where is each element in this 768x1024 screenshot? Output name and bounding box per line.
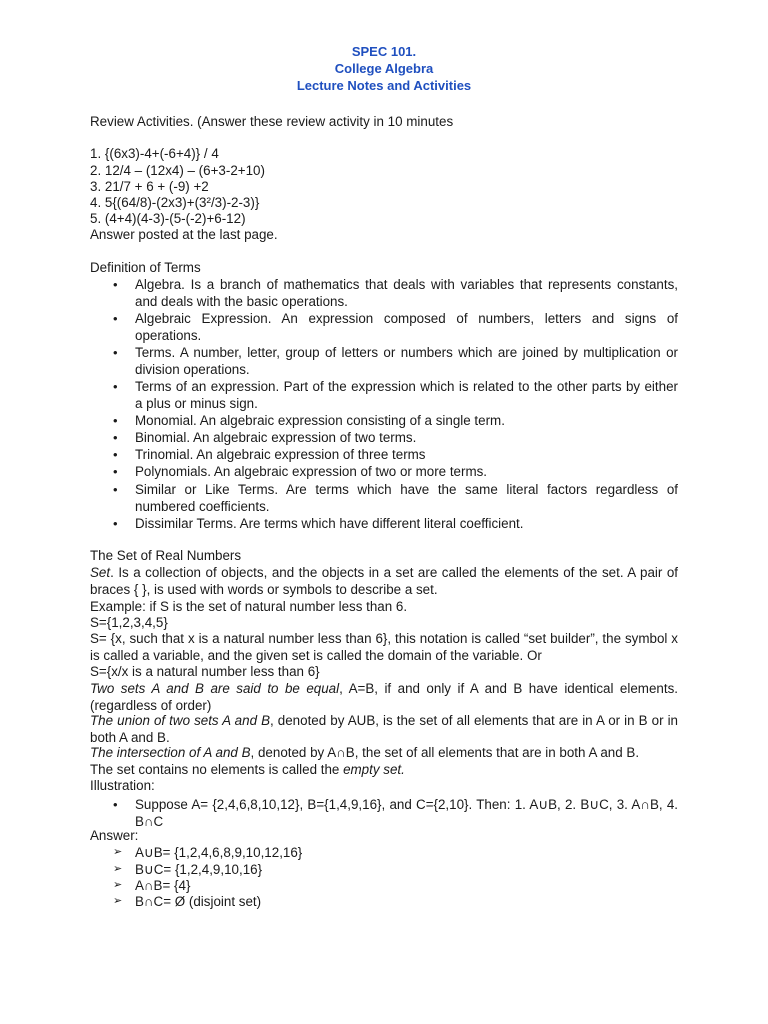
set-term: Set: [90, 565, 111, 580]
definition-item: Trinomial. An algebraic expression of three terms: [135, 447, 426, 462]
definition-item: Terms. A number, letter, group of letters or numbers which are joined by multiplication or division operations.: [135, 345, 678, 377]
union-term: The union of two sets A and B: [90, 713, 271, 728]
review-note: Answer posted at the last page.: [90, 227, 278, 242]
review-item-1: 1. {(6x3)-4+(-6+4)} / 4: [90, 146, 219, 161]
definition-item: Binomial. An algebraic expression of two terms.: [135, 430, 417, 445]
set-roster: S={1,2,3,4,5}: [90, 615, 168, 630]
intersection-definition: [90, 744, 678, 761]
review-item-2: 2. 12/4 – (12x4) – (6+3-2+10): [90, 163, 265, 178]
illustration-label: Illustration:: [90, 778, 155, 793]
bullet-icon: •: [113, 345, 118, 360]
course-title: College Algebra: [334, 61, 434, 76]
course-code: SPEC 101.: [351, 44, 417, 59]
empty-set-text: The set contains no elements is called the: [90, 762, 344, 777]
review-item-3: 3. 21/7 + 6 + (-9) +2: [90, 179, 209, 194]
definitions-heading: Definition of Terms: [90, 260, 201, 275]
set-builder-notation: S={x/x is a natural number less than 6}: [90, 664, 320, 679]
bullet-icon: •: [113, 516, 118, 531]
illustration-problem: Suppose A= {2,4,6,8,10,12}, B={1,4,9,16}, and C={2,10}. Then: 1. A∪B, 2. B∪C, 3. A∩B, 4. B∩C: [135, 797, 678, 829]
review-intro: Review Activities. (Answer these review activity in 10 minutes: [90, 114, 454, 129]
set-example: Example: if S is the set of natural number less than 6.: [90, 599, 408, 614]
union-text: , denoted by AUB, is the set of all elements that are in A or in B or in both A and B.: [90, 713, 679, 745]
equal-sets-text: , A=B, if and only if A and B have identical elements. (regardless of order): [90, 681, 678, 713]
course-subtitle: Lecture Notes and Activities: [296, 78, 472, 93]
bullet-icon: •: [113, 430, 118, 445]
definition-item: Algebra. Is a branch of mathematics that deals with variables that represents constants, and deals with the basic operations.: [135, 277, 678, 309]
definition-item: Monomial. An algebraic expression consisting of a single term.: [135, 413, 505, 428]
definition-item: Terms of an expression. Part of the expression which is related to the other parts by either a plus or minus sign.: [135, 379, 678, 411]
review-item-4: 4. 5{(64/8)-(2x3)+(3²/3)-2-3)}: [90, 195, 260, 210]
bullet-icon: •: [113, 277, 118, 292]
arrow-bullet-icon: ➢: [113, 863, 123, 875]
empty-set-definition: [90, 761, 405, 778]
intersection-text: , denoted by A∩B, the set of all elements that are in both A and B.: [250, 745, 640, 760]
union-definition: [90, 712, 678, 746]
definition-item: Polynomials. An algebraic expression of two or more terms.: [135, 464, 488, 479]
arrow-bullet-icon: ➢: [113, 846, 123, 858]
set-builder: S= {x, such that x is a natural number less than 6}, this notation is called “set builder”, the symbol x is called a variable, and the given set is called the domain of the variable. Or: [90, 631, 678, 663]
review-item-5: 5. (4+4)(4-3)-(5-(-2)+6-12): [90, 211, 246, 226]
bullet-icon: •: [113, 482, 118, 497]
bullet-icon: •: [113, 464, 118, 479]
empty-set-term: empty set.: [343, 762, 405, 777]
bullet-icon: •: [113, 311, 118, 326]
answer-label: Answer:: [90, 828, 139, 843]
answer-item: A∪B= {1,2,4,6,8,9,10,12,16}: [135, 845, 303, 860]
equal-sets-definition: [90, 680, 678, 714]
arrow-bullet-icon: ➢: [113, 879, 123, 891]
set-definition: [90, 564, 678, 598]
bullet-icon: •: [113, 447, 118, 462]
answer-item: B∩C= Ø (disjoint set): [135, 894, 262, 909]
answer-item: A∩B= {4}: [135, 878, 191, 893]
arrow-bullet-icon: ➢: [113, 895, 123, 907]
equal-sets-term: Two sets A and B are said to be equal: [90, 681, 340, 696]
definition-item: Algebraic Expression. An expression composed of numbers, letters and signs of operations.: [135, 311, 678, 343]
definition-item: Similar or Like Terms. Are terms which have the same literal factors regardless of numbered coefficients.: [135, 482, 678, 514]
bullet-icon: •: [113, 379, 118, 394]
bullet-icon: •: [113, 797, 118, 812]
intersection-term: The intersection of A and B: [90, 745, 251, 760]
set-definition-text: . Is a collection of objects, and the objects in a set are called the elements of the set. A pair of braces { }, is used with words or symbols to describe a set.: [90, 565, 678, 597]
sets-heading: The Set of Real Numbers: [90, 548, 242, 563]
answer-item: B∪C= {1,2,4,9,10,16}: [135, 862, 263, 877]
bullet-icon: •: [113, 413, 118, 428]
definition-item: Dissimilar Terms. Are terms which have different literal coefficient.: [135, 516, 524, 531]
